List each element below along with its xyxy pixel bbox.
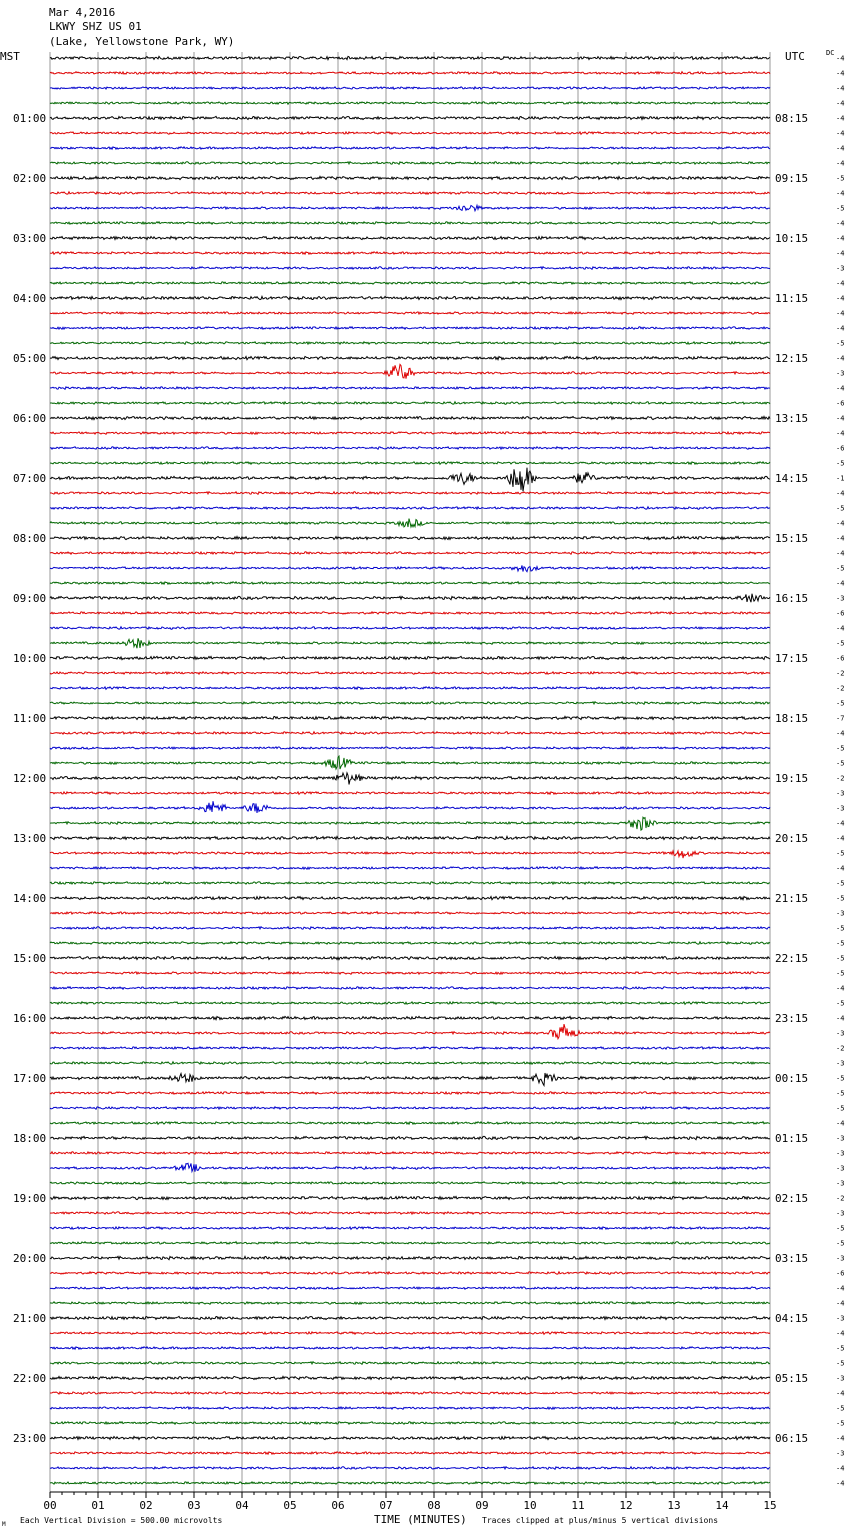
- utc-hour-label: 05:15: [775, 1372, 809, 1385]
- utc-hour-label: 02:15: [775, 1192, 809, 1205]
- dc-offset-group: [836, 55, 844, 1488]
- x-tick-label: 10: [523, 1499, 537, 1512]
- dc-offset-value: -1: [836, 474, 845, 483]
- dc-offset-value: -4: [836, 1014, 845, 1023]
- trace-line: [50, 687, 770, 690]
- trace-line: [50, 327, 770, 329]
- mst-hour-label: 14:00: [13, 892, 47, 905]
- trace-line: [50, 927, 770, 930]
- utc-hour-label: 20:15: [775, 832, 809, 845]
- trace-line: [50, 716, 770, 719]
- trace-line: [50, 972, 770, 975]
- dc-offset-value: -3: [836, 369, 845, 378]
- x-tick-label: 11: [571, 1499, 585, 1512]
- trace-line: [50, 252, 770, 255]
- dc-offset-value: -3: [836, 1179, 845, 1188]
- x-tick-label: 03: [187, 1499, 201, 1512]
- dc-offset-value: -5: [836, 699, 845, 708]
- trace-line: [50, 656, 770, 659]
- dc-offset-value: -3: [836, 1164, 845, 1173]
- trace-line: [50, 87, 770, 89]
- dc-offset-value: -4: [836, 294, 845, 303]
- dc-offset-value: -4: [836, 309, 845, 318]
- trace-line: [50, 638, 770, 648]
- mst-hour-label: 03:00: [13, 232, 47, 245]
- dc-offset-value: -6: [836, 1269, 845, 1278]
- trace-line: [50, 1407, 770, 1410]
- dc-offset-value: -4: [836, 159, 845, 168]
- trace-line: [50, 236, 770, 239]
- trace-line: [50, 1332, 770, 1335]
- utc-hour-label: 12:15: [775, 352, 809, 365]
- trace-line: [50, 1422, 770, 1424]
- dc-offset-value: -3: [836, 1314, 845, 1323]
- trace-line: [50, 267, 770, 270]
- dc-offset-value: -5: [836, 924, 845, 933]
- scale-marker: M: [2, 1521, 6, 1528]
- dc-offset-value: -3: [836, 1209, 845, 1218]
- mst-hour-label: 09:00: [13, 592, 47, 605]
- trace-line: [50, 192, 770, 194]
- dc-offset-value: -4: [836, 279, 845, 288]
- trace-group: [50, 56, 770, 1484]
- x-tick-label: 00: [43, 1499, 57, 1512]
- dc-offset-value: -4: [836, 519, 845, 528]
- trace-line: [50, 672, 770, 675]
- trace-line: [50, 162, 770, 165]
- trace-line: [50, 462, 770, 465]
- dc-offset-value: -3: [836, 804, 845, 813]
- trace-line: [50, 1002, 770, 1005]
- trace-line: [50, 468, 770, 492]
- dc-offset-value: -4: [836, 219, 845, 228]
- trace-line: [50, 56, 770, 59]
- dc-offset-value: -6: [836, 654, 845, 663]
- trace-line: [50, 1136, 770, 1139]
- dc-offset-value: -4: [836, 129, 845, 138]
- dc-offset-value: -2: [836, 1194, 845, 1203]
- x-tick-label: 09: [475, 1499, 489, 1512]
- dc-offset-value: -4: [836, 549, 845, 558]
- x-tick-label: 12: [619, 1499, 633, 1512]
- trace-line: [50, 1287, 770, 1289]
- trace-line: [50, 1024, 770, 1039]
- dc-offset-value: -4: [836, 489, 845, 498]
- mst-hour-label: 06:00: [13, 412, 47, 425]
- dc-offset-value: -5: [836, 894, 845, 903]
- dc-offset-value: -5: [836, 879, 845, 888]
- trace-line: [50, 773, 770, 785]
- x-tick-label: 15: [763, 1499, 777, 1512]
- trace-line: [50, 1182, 770, 1185]
- trace-line: [50, 702, 770, 705]
- trace-line: [50, 72, 770, 75]
- trace-line: [50, 1302, 770, 1305]
- mst-hour-label: 20:00: [13, 1252, 47, 1265]
- trace-line: [50, 492, 770, 495]
- utc-hour-label: 23:15: [775, 1012, 809, 1025]
- dc-offset-value: -5: [836, 339, 845, 348]
- trace-line: [50, 116, 770, 119]
- dc-offset-value: -2: [836, 774, 845, 783]
- trace-line: [50, 1016, 770, 1019]
- dc-offset-value: -2: [836, 669, 845, 678]
- dc-offset-value: -5: [836, 1359, 845, 1368]
- mst-hour-label: 07:00: [13, 472, 47, 485]
- trace-line: [50, 205, 770, 211]
- utc-hour-label: 09:15: [775, 172, 809, 185]
- trace-line: [50, 1482, 770, 1484]
- trace-line: [50, 402, 770, 404]
- dc-offset-value: -5: [836, 849, 845, 858]
- mst-hour-label: 23:00: [13, 1432, 47, 1445]
- dc-offset-value: -3: [836, 909, 845, 918]
- dc-offset-value: -4: [836, 1299, 845, 1308]
- mst-hour-label: 01:00: [13, 112, 47, 125]
- dc-offset-value: -6: [836, 609, 845, 618]
- trace-line: [50, 582, 770, 585]
- dc-offset-value: -5: [836, 954, 845, 963]
- x-axis-title: TIME (MINUTES): [374, 1513, 467, 1526]
- x-tick-label: 05: [283, 1499, 297, 1512]
- dc-offset-value: -5: [836, 939, 845, 948]
- trace-line: [50, 356, 770, 359]
- x-tick-label: 04: [235, 1499, 249, 1512]
- dc-offset-value: -4: [836, 834, 845, 843]
- trace-line: [50, 594, 770, 603]
- trace-line: [50, 1047, 770, 1049]
- dc-offset-value: -4: [836, 414, 845, 423]
- time-axis: [43, 1492, 776, 1512]
- dc-offset-value: -5: [836, 1404, 845, 1413]
- dc-offset-value: -4: [836, 144, 845, 153]
- x-tick-label: 08: [427, 1499, 441, 1512]
- dc-offset-value: -5: [836, 999, 845, 1008]
- dc-offset-value: -2: [836, 684, 845, 693]
- dc-offset-value: -5: [836, 504, 845, 513]
- trace-line: [50, 102, 770, 104]
- utc-hour-label: 21:15: [775, 892, 809, 905]
- dc-offset-value: -3: [836, 1059, 845, 1068]
- dc-offset-value: -5: [836, 204, 845, 213]
- dc-offset-value: -3: [836, 1374, 845, 1383]
- dc-offset-value: -4: [836, 189, 845, 198]
- dc-offset-value: -5: [836, 564, 845, 573]
- dc-offset-value: -4: [836, 69, 845, 78]
- trace-line: [50, 1107, 770, 1110]
- dc-offset-value: -3: [836, 264, 845, 273]
- dc-offset-value: -4: [836, 384, 845, 393]
- left-timezone-label: MST: [0, 50, 20, 63]
- mst-hour-label: 19:00: [13, 1192, 47, 1205]
- utc-hour-label: 19:15: [775, 772, 809, 785]
- trace-line: [50, 987, 770, 989]
- trace-line: [50, 627, 770, 629]
- dc-offset-value: -3: [836, 594, 845, 603]
- trace-line: [50, 1212, 770, 1215]
- x-tick-label: 13: [667, 1499, 681, 1512]
- trace-line: [50, 1152, 770, 1154]
- utc-hour-label: 13:15: [775, 412, 809, 425]
- dc-header-label: DC: [826, 49, 835, 57]
- dc-offset-value: -7: [836, 714, 845, 723]
- dc-offset-value: -3: [836, 789, 845, 798]
- dc-offset-value: -5: [836, 459, 845, 468]
- trace-line: [50, 176, 770, 179]
- utc-hour-label: 03:15: [775, 1252, 809, 1265]
- trace-line: [50, 1452, 770, 1455]
- mst-hour-label: 08:00: [13, 532, 47, 545]
- utc-hour-label: 08:15: [775, 112, 809, 125]
- trace-line: [50, 417, 770, 420]
- dc-offset-value: -5: [836, 969, 845, 978]
- trace-line: [50, 912, 770, 914]
- dc-offset-value: -4: [836, 54, 845, 63]
- trace-line: [50, 801, 770, 813]
- dc-offset-value: -4: [836, 579, 845, 588]
- dc-offset-value: -4: [836, 624, 845, 633]
- mst-hour-label: 05:00: [13, 352, 47, 365]
- dc-offset-value: -4: [836, 984, 845, 993]
- trace-line: [50, 957, 770, 960]
- dc-offset-value: -4: [836, 429, 845, 438]
- trace-line: [50, 1376, 770, 1379]
- dc-offset-value: -4: [836, 114, 845, 123]
- trace-line: [50, 1272, 770, 1274]
- mst-hour-label: 22:00: [13, 1372, 47, 1385]
- utc-hour-label: 18:15: [775, 712, 809, 725]
- dc-offset-value: -4: [836, 864, 845, 873]
- mst-hour-label: 17:00: [13, 1072, 47, 1085]
- dc-offset-value: -5: [836, 1344, 845, 1353]
- dc-offset-value: -4: [836, 354, 845, 363]
- dc-offset-value: -5: [836, 1419, 845, 1428]
- mst-hour-label: 11:00: [13, 712, 47, 725]
- dc-offset-value: -4: [836, 1434, 845, 1443]
- utc-hour-label: 04:15: [775, 1312, 809, 1325]
- trace-line: [50, 817, 770, 830]
- dc-offset-value: -5: [836, 1074, 845, 1083]
- trace-line: [50, 747, 770, 750]
- mst-hour-label: 16:00: [13, 1012, 47, 1025]
- mst-hour-label: 02:00: [13, 172, 47, 185]
- dc-offset-value: -3: [836, 1449, 845, 1458]
- dc-offset-value: -5: [836, 759, 845, 768]
- utc-hour-label: 17:15: [775, 652, 809, 665]
- utc-hour-label: 10:15: [775, 232, 809, 245]
- trace-line: [50, 432, 770, 435]
- dc-offset-value: -4: [836, 729, 845, 738]
- trace-line: [50, 222, 770, 224]
- dc-offset-value: -4: [836, 819, 845, 828]
- trace-line: [50, 519, 770, 527]
- trace-line: [50, 612, 770, 614]
- trace-line: [50, 1467, 770, 1470]
- dc-offset-value: -3: [836, 1254, 845, 1263]
- dc-offset-value: -3: [836, 1149, 845, 1158]
- dc-offset-value: -3: [836, 1134, 845, 1143]
- trace-line: [50, 882, 770, 884]
- x-tick-label: 01: [91, 1499, 105, 1512]
- dc-offset-value: -4: [836, 1119, 845, 1128]
- dc-offset-value: -5: [836, 174, 845, 183]
- dc-offset-value: -5: [836, 639, 845, 648]
- trace-line: [50, 792, 770, 795]
- dc-offset-value: -3: [836, 1029, 845, 1038]
- trace-line: [50, 732, 770, 734]
- trace-line: [50, 1392, 770, 1394]
- trace-line: [50, 552, 770, 554]
- mst-hour-label: 10:00: [13, 652, 47, 665]
- utc-hour-label: 11:15: [775, 292, 809, 305]
- trace-line: [50, 565, 770, 571]
- trace-line: [50, 1436, 770, 1439]
- trace-line: [50, 756, 770, 769]
- utc-hour-label: 00:15: [775, 1072, 809, 1085]
- mst-hour-label: 18:00: [13, 1132, 47, 1145]
- dc-offset-value: -4: [836, 234, 845, 243]
- mst-hour-label: 04:00: [13, 292, 47, 305]
- dc-offset-value: -5: [836, 1239, 845, 1248]
- mst-hour-label: 21:00: [13, 1312, 47, 1325]
- trace-line: [50, 1256, 770, 1259]
- x-tick-label: 07: [379, 1499, 393, 1512]
- trace-line: [50, 342, 770, 345]
- dc-offset-value: -4: [836, 1329, 845, 1338]
- dc-offset-value: -6: [836, 399, 845, 408]
- trace-line: [50, 1316, 770, 1319]
- trace-line: [50, 1092, 770, 1094]
- trace-line: [50, 1362, 770, 1365]
- trace-line: [50, 1122, 770, 1125]
- dc-offset-value: -4: [836, 99, 845, 108]
- x-tick-label: 02: [139, 1499, 153, 1512]
- station-location: (Lake, Yellowstone Park, WY): [49, 35, 235, 48]
- dc-offset-value: -5: [836, 1224, 845, 1233]
- dc-offset-value: -4: [836, 249, 845, 258]
- trace-line: [50, 364, 770, 378]
- utc-hour-label: 14:15: [775, 472, 809, 485]
- trace-line: [50, 942, 770, 944]
- utc-hour-label: 01:15: [775, 1132, 809, 1145]
- right-timezone-label: UTC: [785, 50, 805, 63]
- trace-line: [50, 132, 770, 135]
- x-tick-label: 14: [715, 1499, 729, 1512]
- trace-line: [50, 447, 770, 450]
- trace-line: [50, 1163, 770, 1171]
- trace-line: [50, 1242, 770, 1244]
- trace-line: [50, 536, 770, 539]
- x-tick-label: 06: [331, 1499, 345, 1512]
- dc-offset-value: -5: [836, 744, 845, 753]
- trace-line: [50, 312, 770, 315]
- trace-line: [50, 507, 770, 509]
- mst-hour-label: 15:00: [13, 952, 47, 965]
- trace-line: [50, 1073, 770, 1086]
- dc-offset-value: -4: [836, 1479, 845, 1488]
- scale-note: Each Vertical Division = 500.00 microvolts: [20, 1516, 223, 1525]
- trace-line: [50, 897, 770, 900]
- trace-line: [50, 147, 770, 150]
- trace-line: [50, 867, 770, 870]
- utc-hour-label: 16:15: [775, 592, 809, 605]
- utc-hour-label: 15:15: [775, 532, 809, 545]
- dc-offset-value: -5: [836, 1089, 845, 1098]
- dc-offset-value: -4: [836, 534, 845, 543]
- trace-line: [50, 282, 770, 284]
- station-date: Mar 4,2016: [49, 6, 116, 19]
- clip-note: Traces clipped at plus/minus 5 vertical divisions: [482, 1516, 719, 1525]
- trace-line: [50, 1227, 770, 1230]
- utc-hour-label: 06:15: [775, 1432, 809, 1445]
- mst-hour-label: 12:00: [13, 772, 47, 785]
- mst-hour-label: 13:00: [13, 832, 47, 845]
- station-code: LKWY SHZ US 01: [49, 20, 142, 33]
- dc-offset-value: -5: [836, 1104, 845, 1113]
- dc-offset-value: -4: [836, 1464, 845, 1473]
- dc-offset-value: -4: [836, 324, 845, 333]
- trace-line: [50, 296, 770, 299]
- dc-offset-value: -2: [836, 1044, 845, 1053]
- dc-offset-value: -4: [836, 84, 845, 93]
- dc-offset-value: -6: [836, 444, 845, 453]
- trace-line: [50, 1196, 770, 1199]
- trace-line: [50, 1347, 770, 1350]
- trace-line: [50, 851, 770, 858]
- trace-line: [50, 1062, 770, 1064]
- trace-line: [50, 836, 770, 839]
- dc-offset-value: -4: [836, 1389, 845, 1398]
- dc-offset-value: -4: [836, 1284, 845, 1293]
- trace-line: [50, 387, 770, 390]
- utc-hour-label: 22:15: [775, 952, 809, 965]
